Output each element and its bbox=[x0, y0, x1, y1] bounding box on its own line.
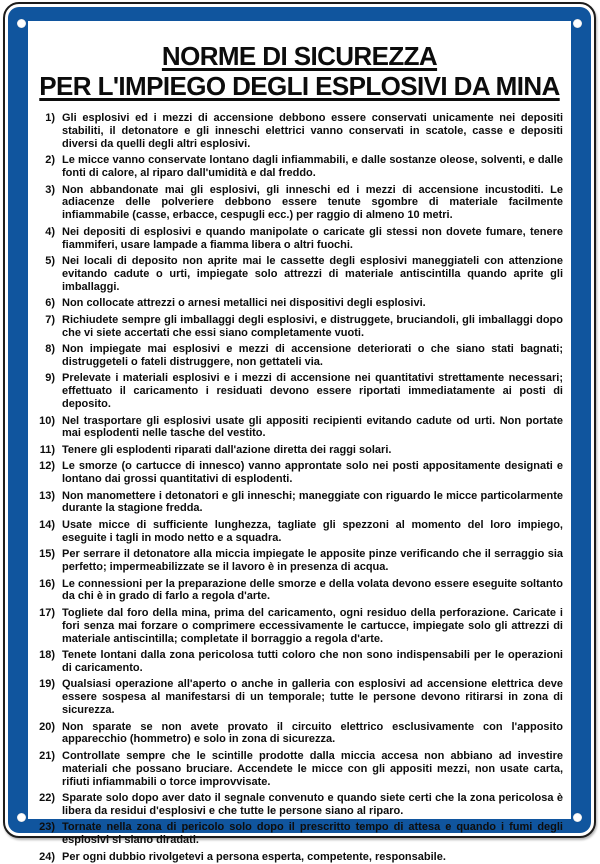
rule-item bbox=[28, 226, 563, 252]
rule-item bbox=[28, 548, 563, 574]
rule-item bbox=[28, 750, 563, 789]
sign-face bbox=[28, 21, 571, 863]
rule-text: Non abbandonate mai gli esplosivi, gli inneschi ed i mezzi di accensione incustoditi. Le adiacenze delle polveriere debbono essere tenute sgombre di materiale facilmente infiammabile (casse, erbacce, cespugli ecc.) per raggio di almeno 10 metri. bbox=[62, 183, 563, 222]
rule-text: Le micce vanno conservate lontano dagli infiammabili, e dalle sostanze oleose, solventi, e dalle fonti di calore, al riparo dall'umidità e dal freddo. bbox=[62, 154, 563, 180]
rule-number: 9) bbox=[45, 372, 55, 385]
rule-number: 14) bbox=[39, 518, 55, 531]
rule-text: Richiudete sempre gli imballaggi degli esplosivi, e distruggete, bruciandoli, gli imballaggi dopo che vi siete accertati che essi siano completamente vuoti. bbox=[62, 313, 563, 339]
rule-text: Gli esplosivi ed i mezzi di accensione debbono essere conservati unicamente nei depositi stabiliti, il detonatore e gli inneschi elettrici vanno conservati in scatole, casse e depositi diversi da quelli degli altri esplosivi. bbox=[62, 112, 563, 150]
rule-number: 21) bbox=[39, 749, 55, 762]
rule-text: Tornate nella zona di pericolo solo dopo il prescritto tempo di attesa e quando i fumi degli esplosivi si siano diradati. bbox=[62, 821, 563, 847]
rule-number: 15) bbox=[39, 548, 55, 561]
rule-item bbox=[28, 112, 563, 151]
rule-text: Sparate solo dopo aver dato il segnale convenuto e quando siete certi che la zona pericolosa è libera da residui d'esplosivi e che tutte le persone siano al riparo. bbox=[62, 792, 563, 817]
rule-number: 17) bbox=[39, 606, 55, 619]
rule-item bbox=[28, 415, 563, 441]
rule-number: 19) bbox=[39, 678, 55, 691]
rule-item bbox=[28, 372, 563, 411]
rule-number: 12) bbox=[39, 460, 55, 473]
screw-hole-top-left bbox=[17, 19, 26, 28]
rule-text: Le connessioni per la preparazione delle smorze e della volata devono essere eseguite soltanto da chi è in grado di farlo a regola d'arte. bbox=[62, 577, 563, 603]
rule-number: 3) bbox=[45, 183, 55, 196]
blue-border-frame bbox=[8, 7, 591, 863]
rule-text: Qualsiasi operazione all'aperto o anche in galleria con esplosivi ad accensione elettrica deve essere sospesa al manifestarsi di un temporale; tutte le persone devono ritirarsi in zona di sicurezza. bbox=[62, 678, 563, 717]
rule-number: 20) bbox=[39, 720, 55, 733]
rule-item bbox=[28, 578, 563, 604]
rule-text: Non collocate attrezzi o arnesi metallici nei dispositivi degli esplosivi. bbox=[62, 297, 426, 310]
rule-number: 4) bbox=[45, 225, 55, 238]
rule-number: 6) bbox=[45, 297, 55, 310]
rule-item bbox=[28, 490, 563, 516]
rule-item bbox=[28, 255, 563, 294]
rule-text: Controllate sempre che le scintille prodotte dalla miccia accesa non abbiano ad investire materiali che possano bruciare. Accendete le micce con gli appositi mezzi, non usate carta, rifiuti infiammabili o torce improvvisate. bbox=[62, 749, 563, 788]
rule-text: Le smorze (o cartucce di innesco) vanno approntate solo nei posti appositamente designati e lontano dai grossi quantitativi di esplodenti. bbox=[62, 460, 563, 486]
rule-text: Non sparate se non avete provato il circuito elettrico esclusivamente con l'apposito apparecchio (hommetro) e solo in zona di sicurezza. bbox=[62, 720, 563, 746]
rule-item bbox=[28, 678, 563, 717]
rule-number: 2) bbox=[45, 154, 55, 167]
rule-item bbox=[28, 851, 563, 864]
rule-item bbox=[28, 154, 563, 180]
rule-item bbox=[28, 343, 563, 369]
rule-text: Usate micce di sufficiente lunghezza, tagliate gli spezzoni al momento del loro impiego, eseguite i tagli in modo netto e a squadra. bbox=[62, 518, 563, 544]
rule-number: 22) bbox=[39, 792, 55, 805]
rule-item bbox=[28, 607, 563, 646]
screw-hole-top-right bbox=[573, 19, 582, 28]
rule-text: Nei locali di deposito non aprite mai le cassette degli esplosivi maneggiateli con attenzione evitando cadute o urti, impiegate solo attrezzi di materiale antiscintilla quando aprite gli imballaggi. bbox=[62, 255, 563, 293]
sign-title bbox=[28, 41, 571, 101]
rule-item bbox=[28, 721, 563, 747]
rule-item bbox=[28, 649, 563, 675]
rule-number: 16) bbox=[39, 577, 55, 590]
rule-text: Non impiegate mai esplosivi e mezzi di accensione deteriorati o che siano stati bagnati; distruggeteli o fateli distruggere, non gettateli via. bbox=[62, 343, 563, 368]
rule-text: Togliete dal foro della mina, prima del caricamento, ogni residuo della perforazione. Caricate i fori senza mai forzare o comprimere eccessivamente le cartucce, impiegate solo gli attrezzi di materiale antiscintilla; completate il borraggio a regola d'arte. bbox=[62, 606, 563, 645]
rule-item bbox=[28, 297, 563, 310]
rule-text: Tenere gli esplodenti riparati dall'azione diretta dei raggi solari. bbox=[62, 443, 392, 456]
rule-text: Tenete lontani dalla zona pericolosa tutti coloro che non sono indispensabili per le operazioni di caricamento. bbox=[62, 649, 563, 674]
rule-item bbox=[28, 184, 563, 223]
screw-hole-bottom-right bbox=[573, 813, 582, 822]
rule-text: Per ogni dubbio rivolgetevi a persona esperta, competente, responsabile. bbox=[62, 850, 446, 863]
rule-number: 11) bbox=[39, 443, 55, 456]
rule-item bbox=[28, 460, 563, 486]
screw-hole-bottom-left bbox=[17, 813, 26, 822]
rule-number: 5) bbox=[45, 255, 55, 268]
rule-number: 10) bbox=[39, 414, 55, 427]
title-line-2: PER L'IMPIEGO DEGLI ESPLOSIVI DA MINA bbox=[39, 71, 560, 101]
rule-number: 18) bbox=[39, 649, 55, 662]
rule-item bbox=[28, 821, 563, 847]
rule-item bbox=[28, 792, 563, 818]
rule-number: 1) bbox=[45, 112, 55, 124]
rule-number: 7) bbox=[45, 313, 55, 326]
rule-number: 23) bbox=[39, 821, 55, 834]
rule-text: Non manomettere i detonatori e gli inneschi; maneggiate con riguardo le micce particolarmente durante la stagione fredda. bbox=[62, 489, 563, 515]
sign-plate bbox=[3, 2, 596, 863]
rule-number: 13) bbox=[39, 489, 55, 502]
rule-number: 8) bbox=[45, 343, 55, 355]
rule-text: Nel trasportare gli esplosivi usate gli appositi recipienti evitando cadute od urti. Non portate mai esplodenti nelle tasche del vestito. bbox=[62, 414, 563, 440]
rule-item bbox=[28, 519, 563, 545]
title-line-1: NORME DI SICUREZZA bbox=[161, 41, 438, 71]
rule-number: 24) bbox=[39, 850, 55, 863]
rule-text: Prelevate i materiali esplosivi e i mezzi di accensione nei quantitativi strettamente necessari; effettuato il caricamento i residuati devono essere riportati immediatamente ai posti di deposito. bbox=[62, 372, 563, 411]
rule-text: Nei depositi di esplosivi e quando manipolate o caricate gli stessi non dovete fumare, tenere fiammiferi, usare lampade a fiamma libera o altri fuochi. bbox=[62, 225, 563, 251]
rule-item bbox=[28, 314, 563, 340]
rule-text: Per serrare il detonatore alla miccia impiegate le apposite pinze verificando che il serraggio sia perfetto; impermeabilizzate se il lavoro è in presenza di acqua. bbox=[62, 548, 563, 574]
rules-list bbox=[28, 112, 563, 864]
rule-item bbox=[28, 444, 563, 457]
